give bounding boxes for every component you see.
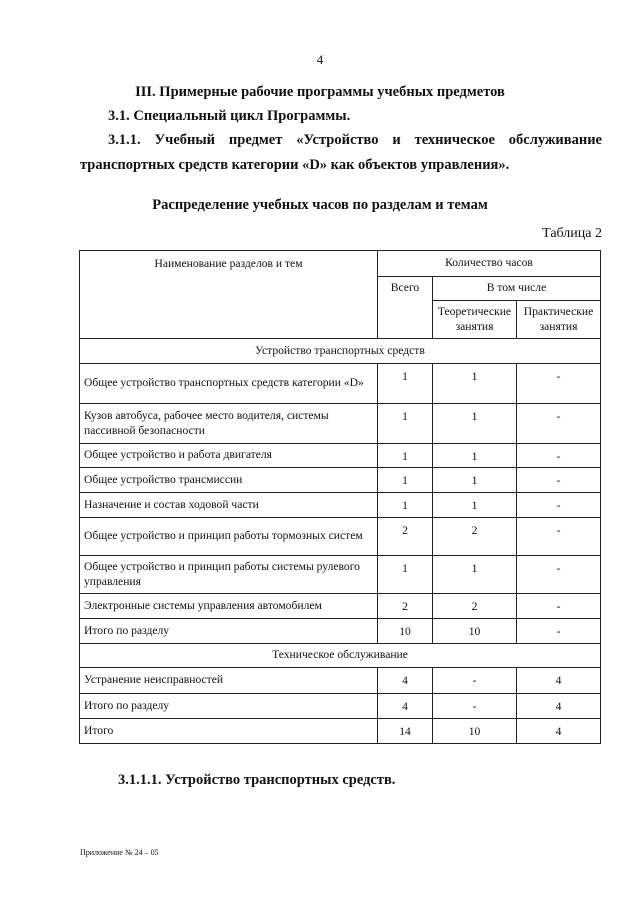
row-practice: - [517, 619, 601, 644]
section1-title: Устройство транспортных средств [80, 339, 601, 364]
row-practice: - [517, 493, 601, 518]
table-row [80, 518, 601, 556]
row-total: 1 [378, 493, 433, 518]
row-theory: - [433, 668, 517, 694]
row-name: Итого [80, 719, 378, 744]
subject-heading-line2: транспортных средств категории «D» как объектов управления». [80, 157, 510, 173]
row-name: Устранение неисправностей [80, 668, 378, 694]
row-name: Итого по разделу [80, 619, 378, 644]
row-total: 1 [378, 444, 433, 468]
row-theory: 1 [433, 556, 517, 594]
header-including: В том числе [433, 277, 601, 301]
row-total: 4 [378, 668, 433, 694]
table-row [80, 404, 601, 444]
row-total: 10 [378, 619, 433, 644]
row-total: 1 [378, 404, 433, 444]
row-theory: 2 [433, 518, 517, 556]
table-row [80, 594, 601, 619]
row-name: Электронные системы управления автомобилем [80, 594, 378, 619]
header-hours: Количество часов [378, 251, 601, 277]
row-theory: 1 [433, 493, 517, 518]
row-total: 14 [378, 719, 433, 744]
row-name: Итого по разделу [80, 694, 378, 719]
header-total: Всего [378, 277, 433, 339]
row-name: Кузов автобуса, рабочее место водителя, системы пассивной безопасности [80, 404, 378, 444]
table-row [80, 493, 601, 518]
row-theory: - [433, 694, 517, 719]
section-heading: III. Примерные рабочие программы учебных предметов [135, 84, 505, 100]
row-name: Общее устройство транспортных средств категории «D» [80, 364, 378, 404]
row-theory: 2 [433, 594, 517, 619]
row-theory: 1 [433, 364, 517, 404]
row-name: Общее устройство и принцип работы тормозных систем [80, 518, 378, 556]
hours-table [79, 250, 601, 744]
row-total: 2 [378, 518, 433, 556]
row-theory: 1 [433, 404, 517, 444]
row-total: 1 [378, 364, 433, 404]
row-name: Общее устройство и работа двигателя [80, 444, 378, 468]
row-total: 4 [378, 694, 433, 719]
header-name: Наименование разделов и тем [80, 251, 378, 339]
row-name: Общее устройство трансмиссии [80, 468, 378, 493]
table-row [80, 619, 601, 644]
distribution-title: Распределение учебных часов по разделам и темам [152, 197, 488, 213]
row-theory: 1 [433, 444, 517, 468]
row-practice: - [517, 594, 601, 619]
row-total: 1 [378, 468, 433, 493]
row-practice: 4 [517, 719, 601, 744]
table-row [80, 694, 601, 719]
row-theory: 10 [433, 619, 517, 644]
footer-note: Приложение № 24 – 05 [80, 848, 159, 857]
section2-title: Техническое обслуживание [80, 644, 601, 668]
table-row [80, 364, 601, 404]
subject-heading-line1: 3.1.1. Учебный предмет «Устройство и техническое обслуживание [108, 132, 602, 148]
row-practice: - [517, 364, 601, 404]
row-practice: - [517, 468, 601, 493]
row-practice: - [517, 404, 601, 444]
row-theory: 1 [433, 468, 517, 493]
row-total: 2 [378, 594, 433, 619]
header-theory: Теоретические занятия [433, 301, 517, 339]
row-practice: 4 [517, 668, 601, 694]
row-practice: - [517, 444, 601, 468]
cycle-heading: 3.1. Специальный цикл Программы. [108, 108, 351, 124]
table-row [80, 556, 601, 594]
subsection-heading: 3.1.1.1. Устройство транспортных средств. [118, 772, 396, 788]
header-practice: Практические занятия [517, 301, 601, 339]
row-practice: - [517, 518, 601, 556]
row-total: 1 [378, 556, 433, 594]
row-name: Общее устройство и принцип работы системы рулевого управления [80, 556, 378, 594]
row-practice: 4 [517, 694, 601, 719]
row-practice: - [517, 556, 601, 594]
page-number: 4 [316, 52, 324, 67]
row-theory: 10 [433, 719, 517, 744]
row-name: Назначение и состав ходовой части [80, 493, 378, 518]
table-row [80, 444, 601, 468]
table-row [80, 468, 601, 493]
grand-total-row [80, 719, 601, 744]
table-label: Таблица 2 [542, 226, 602, 241]
table-row [80, 668, 601, 694]
